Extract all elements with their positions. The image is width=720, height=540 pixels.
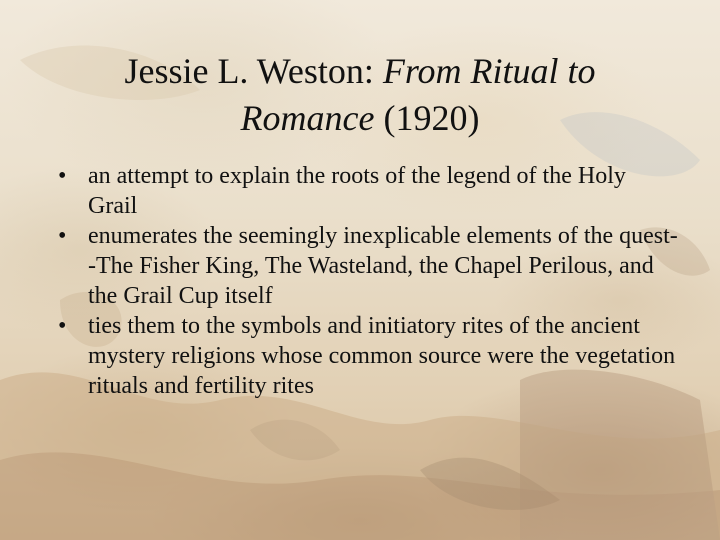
bullet-text: enumerates the seemingly inexplicable elements of the quest--The Fisher King, The Wasteland, the Chapel Perilous, and the Grail Cup itself <box>88 223 678 309</box>
bullet-dot-icon: • <box>58 163 67 189</box>
bullet-dot-icon: • <box>58 313 67 339</box>
bullet-dot-icon: • <box>58 223 67 249</box>
bullet-item <box>58 161 678 221</box>
title-work-line2: Romance <box>240 98 375 138</box>
bullet-list <box>58 161 678 401</box>
bullet-text: ties them to the symbols and initiatory rites of the ancient mystery religions whose common source were the vegetation rituals and fertility rites <box>88 313 676 399</box>
slide-title <box>60 48 660 142</box>
bullet-text: an attempt to explain the roots of the legend of the Holy Grail <box>88 163 626 219</box>
title-work-line1: From Ritual to <box>382 51 596 91</box>
bullet-item <box>58 221 678 311</box>
title-year: (1920) <box>374 98 480 138</box>
title-author: Jessie L. Weston: <box>124 51 383 91</box>
bullet-item <box>58 311 678 401</box>
